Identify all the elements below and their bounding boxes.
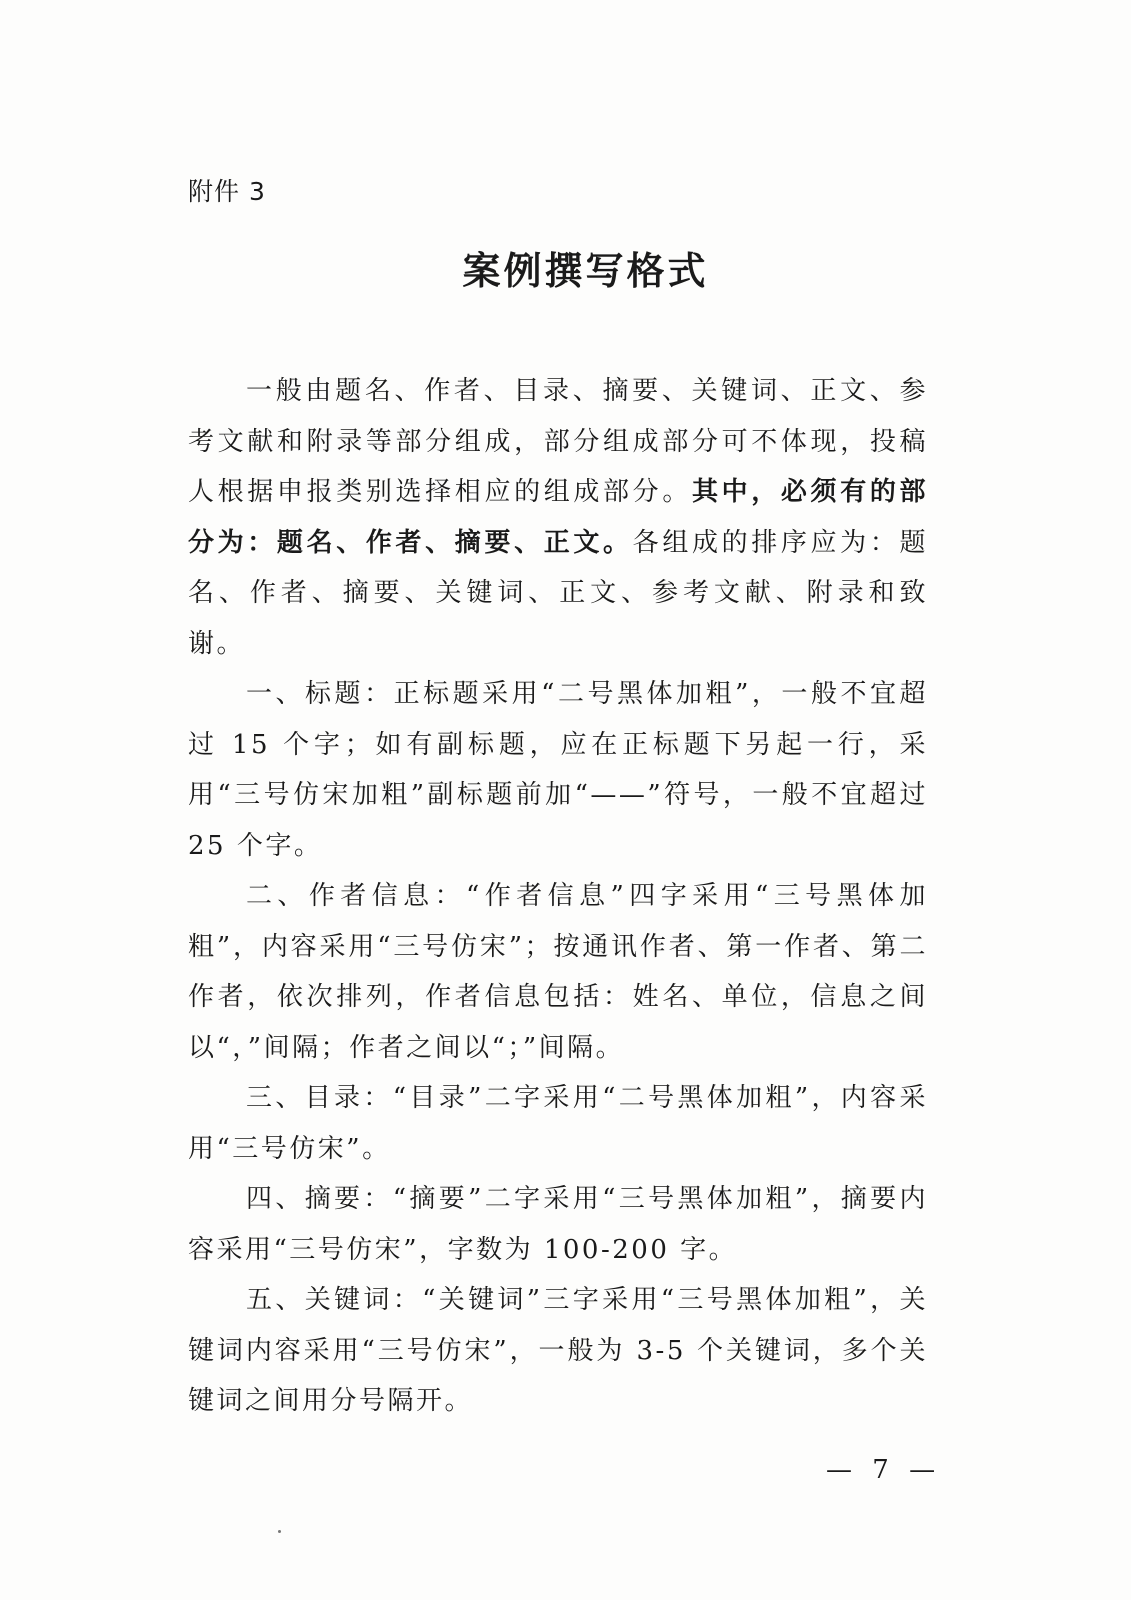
intro-text-1: 一般由题名、作者、目录、摘要、关键词、正文、参考文献和附录等部分组成，部分组成部分可不体现，投稿人根据申报类别选择相应的组成部分。 bbox=[188, 376, 928, 507]
intro-paragraph bbox=[188, 366, 928, 669]
scan-speck bbox=[278, 1530, 281, 1533]
section-toc-rule: 三、目录：“目录”二字采用“二号黑体加粗”，内容采用“三号仿宋”。 bbox=[188, 1083, 928, 1164]
document-title: 案例撰写格式 bbox=[462, 249, 709, 293]
section-keywords-rule: 五、关键词：“关键词”三字采用“三号黑体加粗”，关键词内容采用“三号仿宋”，一般为 3-5 个关键词，多个关键词之间用分号隔开。 bbox=[188, 1285, 928, 1416]
intro-text-2: 各组成的排序应为：题名、作者、摘要、关键词、正文、参考文献、附录和致谢。 bbox=[188, 527, 928, 659]
section-abstract-rule: 四、摘要：“摘要”二字采用“三号黑体加粗”，摘要内容采用“三号仿宋”，字数为 100-200 字。 bbox=[188, 1184, 928, 1265]
section-author-rule: 二、作者信息：“作者信息”四字采用“三号黑体加粗”，内容采用“三号仿宋”；按通讯作者、第一作者、第二作者，依次排列，作者信息包括：姓名、单位，信息之间以“，”间隔；作者之间以“；”间隔。 bbox=[188, 881, 928, 1063]
intro-bold-text: 其中，必须有的部分为：题名、作者、摘要、正文。 bbox=[188, 477, 928, 558]
attachment-label: 附件 3 bbox=[188, 177, 266, 206]
document-body bbox=[188, 366, 928, 1427]
section-title-rule: 一、标题：正标题采用“二号黑体加粗”，一般不宜超过 15 个字；如有副标题，应在正标题下另起一行，采用“三号仿宋加粗”副标题前加“——”符号，一般不宜超过 25 个字。 bbox=[188, 679, 928, 861]
page-number: — 7 — bbox=[826, 1455, 942, 1485]
